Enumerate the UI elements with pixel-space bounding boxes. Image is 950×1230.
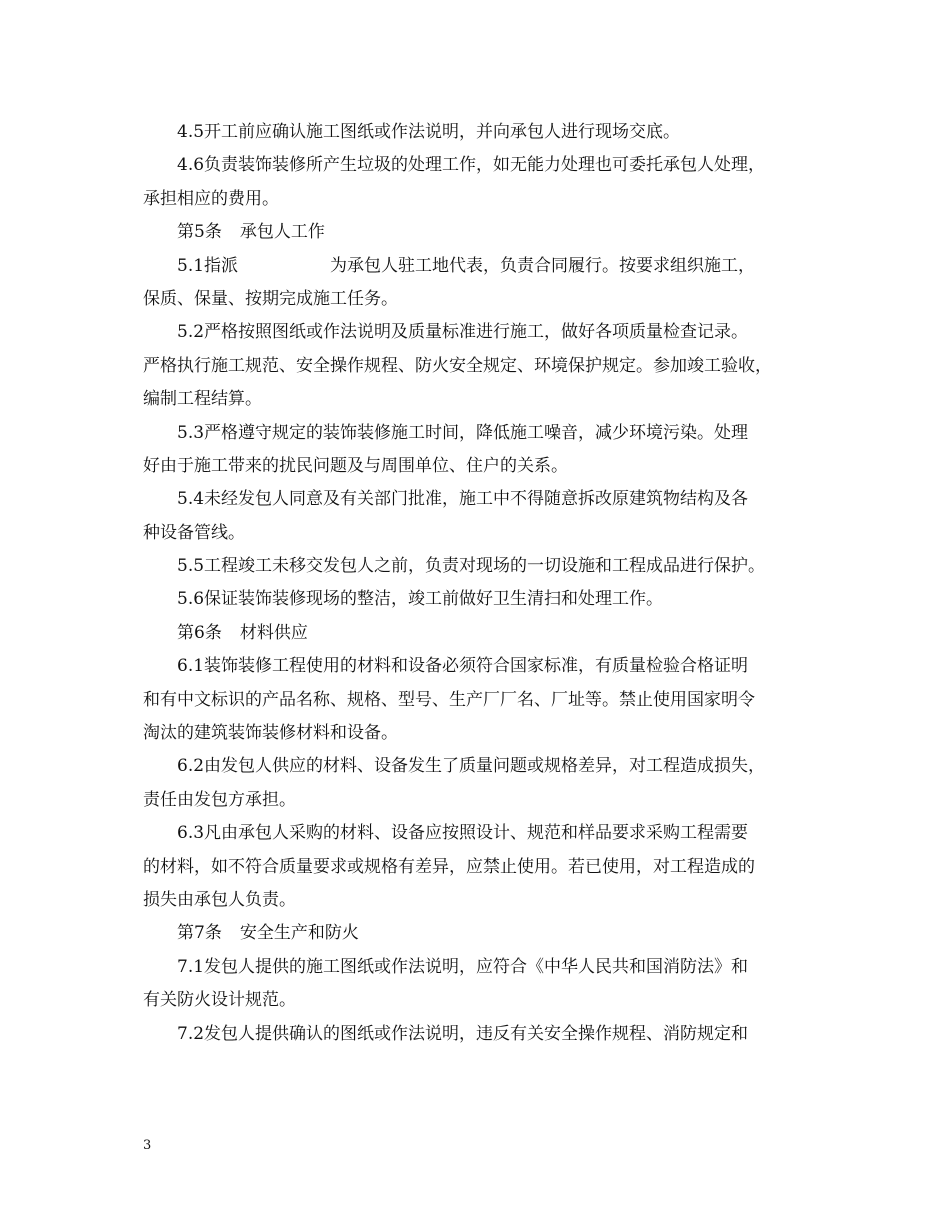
section-heading: 第5条 承包人工作	[177, 222, 325, 243]
text-line: 种设备管线。	[143, 522, 245, 543]
text-line: 4.5开工前应确认施工图纸或作法说明，并向承包人进行现场交底。	[177, 122, 681, 142]
text-line: 严格执行施工规范、安全操作规程、防火安全规定、环境保护规定。参加竣工验收，	[143, 355, 772, 376]
text-line: 6.2由发包人供应的材料、设备发生了质量问题或规格差异，对工程造成损失，	[177, 756, 766, 777]
text-line: 5.1指派 为承包人驻工地代表，负责合同履行。按要求组织施工，	[177, 255, 756, 276]
document-body	[143, 116, 823, 1051]
text-line: 好由于施工带来的扰民问题及与周围单位、住户的关系。	[143, 455, 568, 476]
text-line: 损失由承包人负责。	[143, 889, 296, 910]
text-line: 保质、保量、按期完成施工任务。	[143, 288, 398, 309]
text-line: 和有中文标识的产品名称、规格、型号、生产厂厂名、厂址等。禁止使用国家明令	[143, 689, 755, 710]
text-line: 5.2严格按照图纸或作法说明及质量标准进行施工，做好各项质量检查记录。	[177, 322, 749, 343]
page-number: 3	[143, 1138, 152, 1153]
text-line: 的材料，如不符合质量要求或规格有差异，应禁止使用。若已使用，对工程造成的	[143, 856, 755, 877]
section-heading: 第6条 材料供应	[177, 622, 308, 643]
section-heading: 第7条 安全生产和防火	[177, 923, 359, 944]
text-line: 淘汰的建筑装饰装修材料和设备。	[143, 723, 398, 744]
text-line: 编制工程结算。	[143, 389, 262, 410]
text-line: 承担相应的费用。	[143, 188, 279, 209]
text-line: 5.5工程竣工未移交发包人之前，负责对现场的一切设施和工程成品进行保护。	[177, 556, 766, 577]
text-line: 6.1装饰装修工程使用的材料和设备必须符合国家标准，有质量检验合格证明	[177, 656, 749, 677]
text-line: 5.4未经发包人同意及有关部门批准，施工中不得随意拆改原建筑物结构及各	[177, 489, 749, 510]
text-line: 6.3凡由承包人采购的材料、设备应按照设计、规范和样品要求采购工程需要	[177, 823, 749, 844]
text-line: 7.1发包人提供的施工图纸或作法说明，应符合《中华人民共和国消防法》和	[177, 956, 749, 977]
text-line: 4.6负责装饰装修所产生垃圾的处理工作，如无能力处理也可委托承包人处理，	[177, 155, 766, 176]
text-line: 有关防火设计规范。	[143, 990, 296, 1011]
text-line: 7.2发包人提供确认的图纸或作法说明，违反有关安全操作规程、消防规定和	[177, 1023, 749, 1044]
text-line: 5.6保证装饰装修现场的整洁，竣工前做好卫生清扫和处理工作。	[177, 589, 664, 610]
text-line: 责任由发包方承担。	[143, 789, 296, 810]
text-line: 5.3严格遵守规定的装饰装修施工时间，降低施工噪音，减少环境污染。处理	[177, 422, 749, 443]
